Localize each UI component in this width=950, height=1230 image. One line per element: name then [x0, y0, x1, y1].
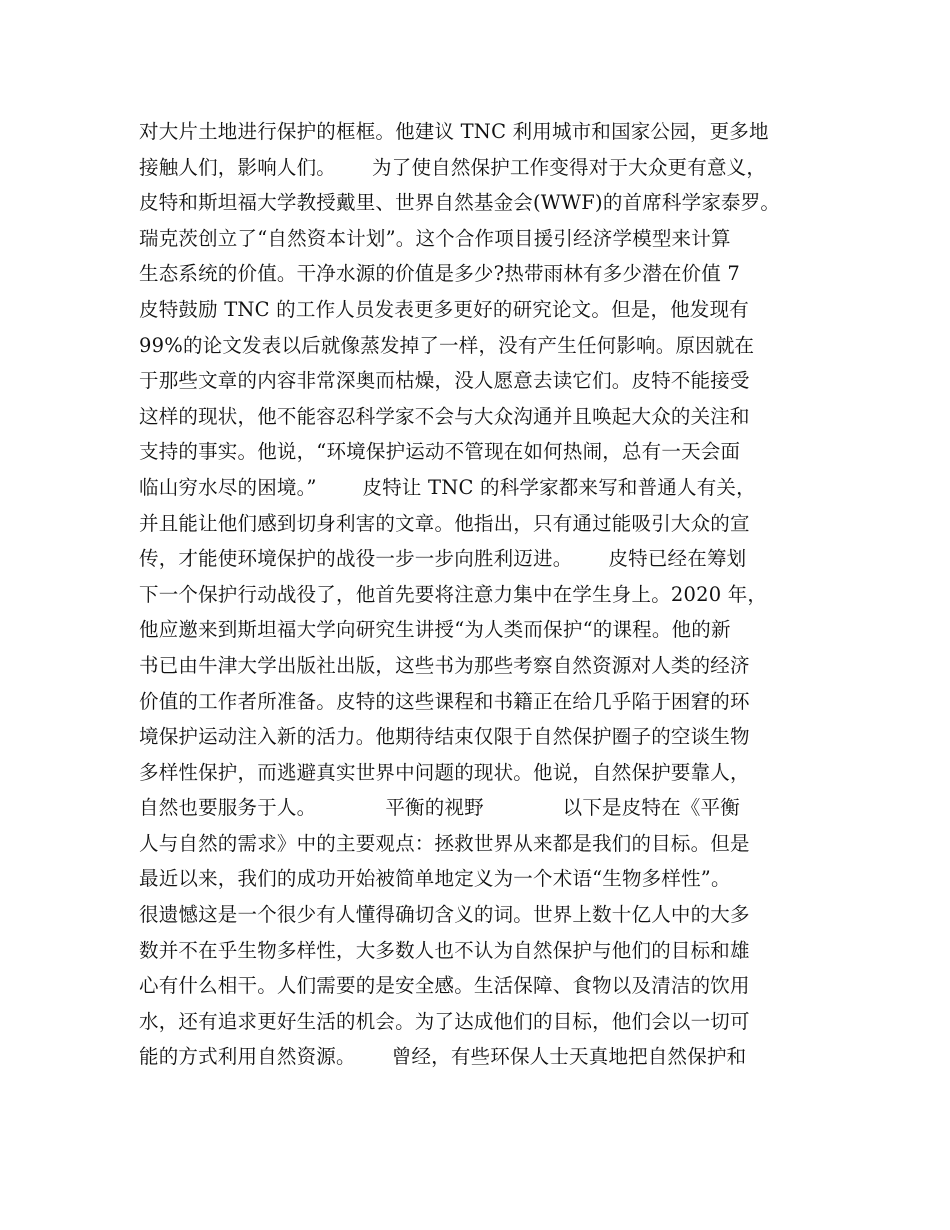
text-line: 能的方式利用自然资源。 曾经，有些环保人士天真地把自然保护和 [139, 1045, 747, 1069]
text-line: 传，才能使环境保护的战役一步一步向胜利迈进。 皮特已经在筹划 [139, 547, 747, 571]
body-text [139, 114, 829, 1075]
text-line: 皮特和斯坦福大学教授戴里、世界自然基金会(WWF)的首席科学家泰罗。 [139, 191, 781, 215]
text-line: 他应邀来到斯坦福大学向研究生讲授“为人类而保护“的课程。他的新 [139, 618, 731, 642]
text-line: 最近以来，我们的成功开始被简单地定义为一个术语“生物多样性”。 [139, 867, 731, 891]
text-line: 很遗憾这是一个很少有人懂得确切含义的词。世界上数十亿人中的大多 [139, 903, 750, 927]
text-line: 瑞克茨创立了“自然资本计划”。这个合作项目援引经济学模型来计算 [139, 226, 731, 250]
text-line: 境保护运动注入新的活力。他期待结束仅限于自然保护圈子的空谈生物 [139, 725, 750, 749]
text-line: 水，还有追求更好生活的机会。为了达成他们的目标，他们会以一切可 [139, 1009, 750, 1033]
text-line: 这样的现状，他不能容忍科学家不会与大众沟通并且唤起大众的关注和 [139, 404, 750, 428]
text-line: 人与自然的需求》中的主要观点：拯救世界从来都是我们的目标。但是 [139, 831, 750, 855]
text-line: 生态系统的价值。干净水源的价值是多少?热带雨林有多少潜在价值 7 [139, 262, 740, 286]
text-line: 多样性保护，而逃避真实世界中问题的现状。他说，自然保护要靠人， [139, 760, 750, 784]
text-line: 于那些文章的内容非常深奥而枯燥，没人愿意去读它们。皮特不能接受 [139, 369, 750, 393]
text-line: 数并不在乎生物多样性，大多数人也不认为自然保护与他们的目标和雄 [139, 938, 750, 962]
text-line: 99%的论文发表以后就像蒸发掉了一样，没有产生任何影响。原因就在 [139, 333, 755, 357]
text-line: 并且能让他们感到切身利害的文章。他指出，只有通过能吸引大众的宣 [139, 511, 750, 535]
text-line: 皮特鼓励 TNC 的工作人员发表更多更好的研究论文。但是，他发现有 [139, 297, 749, 321]
text-line: 价值的工作者所准备。皮特的这些课程和书籍正在给几乎陷于困窘的环 [139, 689, 750, 713]
text-line: 对大片土地进行保护的框框。他建议 TNC 利用城市和国家公园，更多地 [139, 120, 769, 143]
text-line: 心有什么相干。人们需要的是安全感。生活保障、食物以及清洁的饮用 [139, 974, 750, 998]
text-line: 支持的事实。他说，“环境保护运动不管现在如何热闹，总有一天会面 [139, 440, 741, 464]
text-line: 接触人们，影响人们。 为了使自然保护工作变得对于大众更有意义， [139, 155, 767, 179]
text-line: 自然也要服务于人。 平衡的视野 以下是皮特在《平衡 [139, 796, 740, 820]
text-line: 下一个保护行动战役了，他首先要将注意力集中在学生身上。2020 年， [139, 582, 768, 606]
text-line: 临山穷水尽的困境。” 皮特让 TNC 的科学家都来写和普通人有关， [139, 475, 756, 499]
text-line: 书已由牛津大学出版社出版，这些书为那些考察自然资源对人类的经济 [139, 653, 750, 677]
